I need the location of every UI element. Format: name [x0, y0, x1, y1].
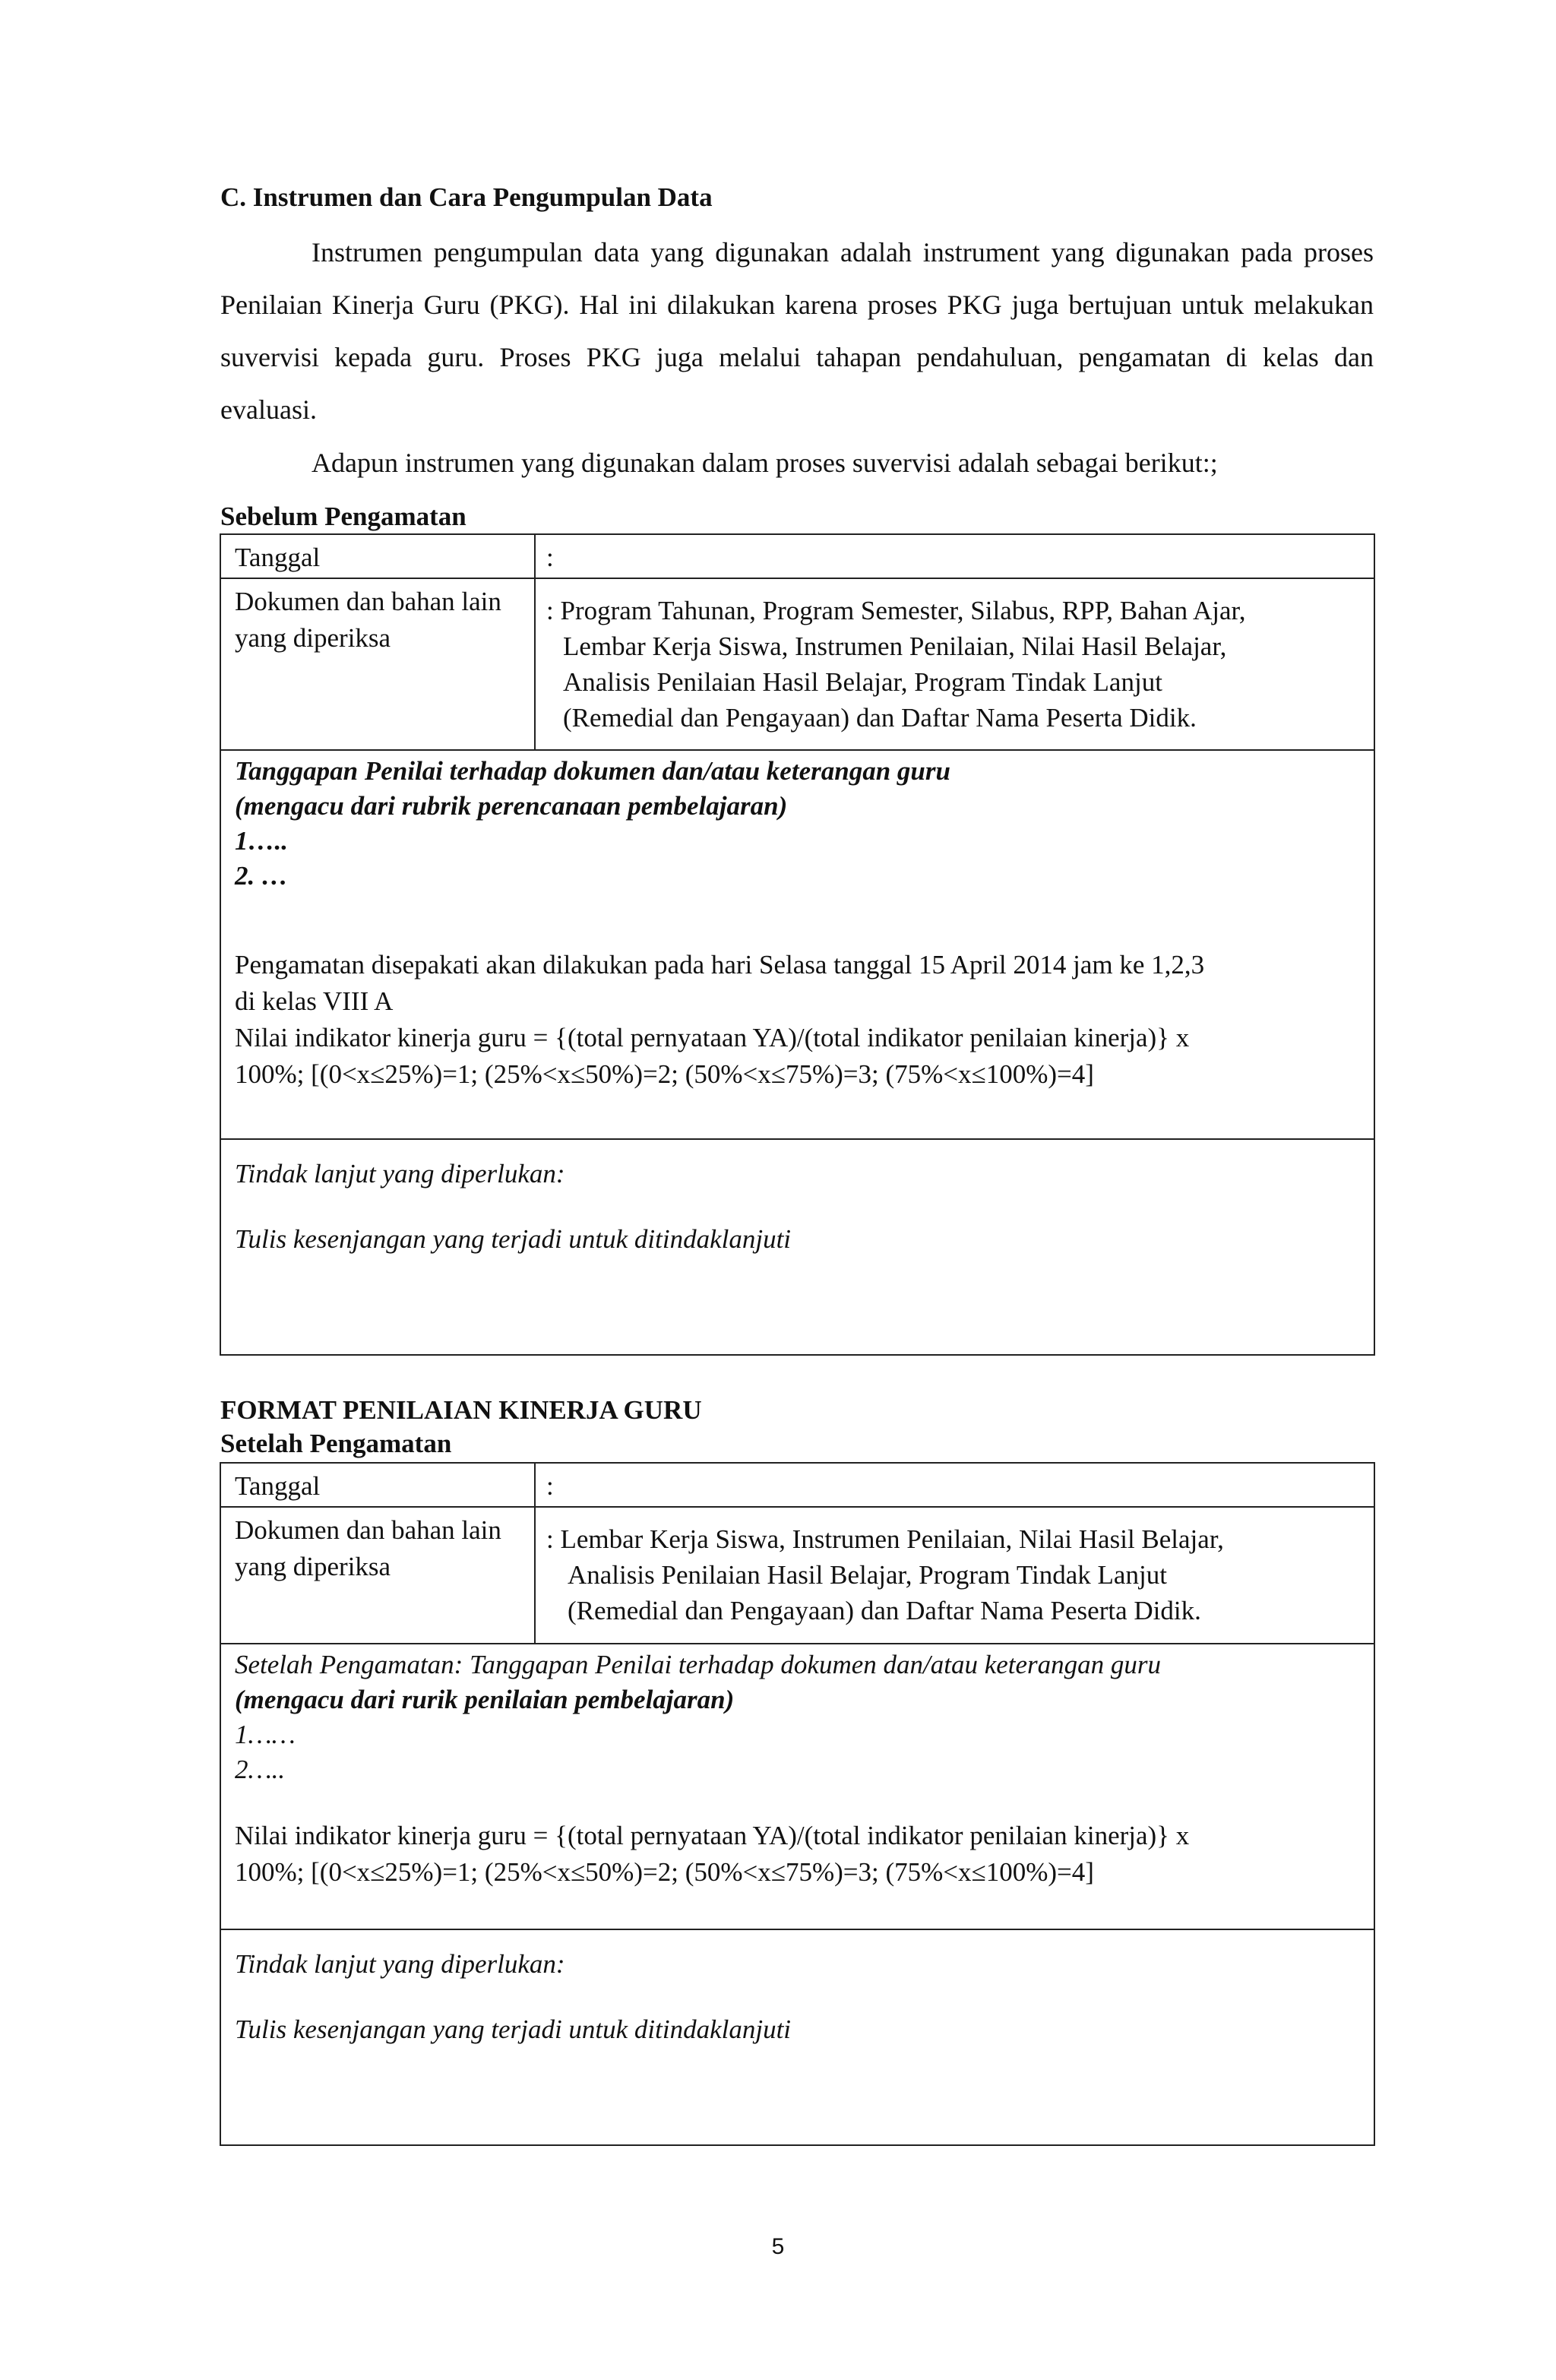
sebelum-dokumen-line: Lembar Kerja Siswa, Instrumen Penilaian, Nilai Hasil Belajar, [563, 631, 1227, 661]
sebelum-tindak-label: Tindak lanjut yang diperlukan: [235, 1159, 565, 1188]
setelah-dokumen-line: : Lembar Kerja Siswa, Instrumen Penilaian, Nilai Hasil Belajar, [546, 1524, 1224, 1554]
sebelum-tanggal-value: : [546, 543, 554, 572]
setelah-tanggapan-cell [220, 1644, 1374, 1929]
sebelum-tanggapan-cell [220, 750, 1374, 1139]
paragraph-instrument: Adapun instrumen yang digunakan dalam proses suvervisi adalah sebagai berikut:; [312, 448, 1218, 478]
sebelum-dokumen-line: Analisis Penilaian Hasil Belajar, Program Tindak Lanjut [563, 667, 1162, 697]
setelah-item-1: 1…… [235, 1720, 296, 1749]
sebelum-dokumen-line: : Program Tahunan, Program Semester, Silabus, RPP, Bahan Ajar, [546, 596, 1246, 625]
setelah-tanggal-label-cell [220, 1463, 535, 1507]
setelah-tindak-cell [220, 1929, 1374, 2145]
sebelum-tanggapan-heading: Tanggapan Penilai terhadap dokumen dan/atau keterangan guru [235, 756, 950, 786]
setelah-tanggal-value: : [546, 1471, 554, 1501]
paragraph-intro: Instrumen pengumpulan data yang digunakan adalah instrument yang digunakan pada proses Penilaian Kinerja Guru (PKG). Hal ini dilakukan karena proses PKG juga bertujuan untuk melakukan suvervisi kepada guru. Proses PKG juga melalui tahapan pendahuluan, pengamatan di kelas dan evaluasi. [220, 237, 1374, 425]
sebelum-tindak-cell [220, 1139, 1374, 1355]
sebelum-tanggal-value-cell [535, 534, 1374, 578]
format-title: FORMAT PENILAIAN KINERJA GURU [220, 1395, 702, 1425]
setelah-dokumen-list [536, 1508, 1374, 1628]
setelah-item-2: 2….. [235, 1755, 286, 1784]
setelah-tindak-label: Tindak lanjut yang diperlukan: [235, 1949, 565, 1979]
sebelum-pengamatan-line: Pengamatan disepakati akan dilakukan pada hari Selasa tanggal 15 April 2014 jam ke 1,2,3 [235, 950, 1205, 980]
sebelum-nilai-line: Nilai indikator kinerja guru = {(total pernyataan YA)/(total indikator penilaian kinerja)} x [235, 1023, 1190, 1052]
setelah-dokumen-line: Analisis Penilaian Hasil Belajar, Program Tindak Lanjut [568, 1560, 1167, 1590]
page-number: 5 [771, 2234, 785, 2259]
section-heading: C. Instrumen dan Cara Pengumpulan Data [220, 182, 713, 212]
sebelum-dokumen-value-cell [535, 578, 1374, 750]
setelah-title: Setelah Pengamatan [220, 1429, 452, 1458]
sebelum-dokumen-label-cell [220, 578, 535, 750]
sebelum-dokumen-label: Dokumen dan bahan lain yang diperiksa [235, 587, 501, 653]
setelah-nilai-line: 100%; [(0<x≤25%)=1; (25%<x≤50%)=2; (50%<x≤75%)=3; (75%<x≤100%)=4] [235, 1857, 1094, 1887]
setelah-tanggapan-heading: Setelah Pengamatan: Tanggapan Penilai terhadap dokumen dan/atau keterangan guru [235, 1650, 1162, 1679]
sebelum-tanggal-label: Tanggal [235, 543, 321, 572]
setelah-dokumen-label: Dokumen dan bahan lain yang diperiksa [235, 1515, 501, 1581]
sebelum-dokumen-list [536, 579, 1374, 736]
setelah-tindak-text: Tulis kesenjangan yang terjadi untuk ditindaklanjuti [235, 2014, 792, 2044]
sebelum-tanggapan-subheading: (mengacu dari rubrik perencanaan pembelajaran) [235, 791, 788, 821]
sebelum-dokumen-line: (Remedial dan Pengayaan) dan Daftar Nama Peserta Didik. [563, 703, 1197, 733]
setelah-tanggal-value-cell [535, 1463, 1374, 1507]
setelah-dokumen-label-cell [220, 1507, 535, 1644]
sebelum-tanggal-label-cell [220, 534, 535, 578]
setelah-tanggal-label: Tanggal [235, 1471, 321, 1501]
setelah-table [220, 1462, 1375, 2146]
setelah-tanggapan-subheading: (mengacu dari rurik penilaian pembelajaran) [235, 1685, 735, 1714]
sebelum-item-2: 2. … [235, 861, 288, 891]
sebelum-table [220, 533, 1375, 1356]
sebelum-tindak-text: Tulis kesenjangan yang terjadi untuk ditindaklanjuti [235, 1224, 792, 1254]
setelah-nilai-line: Nilai indikator kinerja guru = {(total pernyataan YA)/(total indikator penilaian kinerja)} x [235, 1821, 1190, 1850]
sebelum-nilai-line: 100%; [(0<x≤25%)=1; (25%<x≤50%)=2; (50%<x≤75%)=3; (75%<x≤100%)=4] [235, 1059, 1094, 1089]
setelah-dokumen-line: (Remedial dan Pengayaan) dan Daftar Nama Peserta Didik. [568, 1596, 1201, 1625]
setelah-dokumen-value-cell [535, 1507, 1374, 1644]
sebelum-pengamatan-line: di kelas VIII A [235, 986, 394, 1016]
sebelum-item-1: 1….. [235, 826, 288, 856]
sebelum-title: Sebelum Pengamatan [220, 502, 466, 531]
